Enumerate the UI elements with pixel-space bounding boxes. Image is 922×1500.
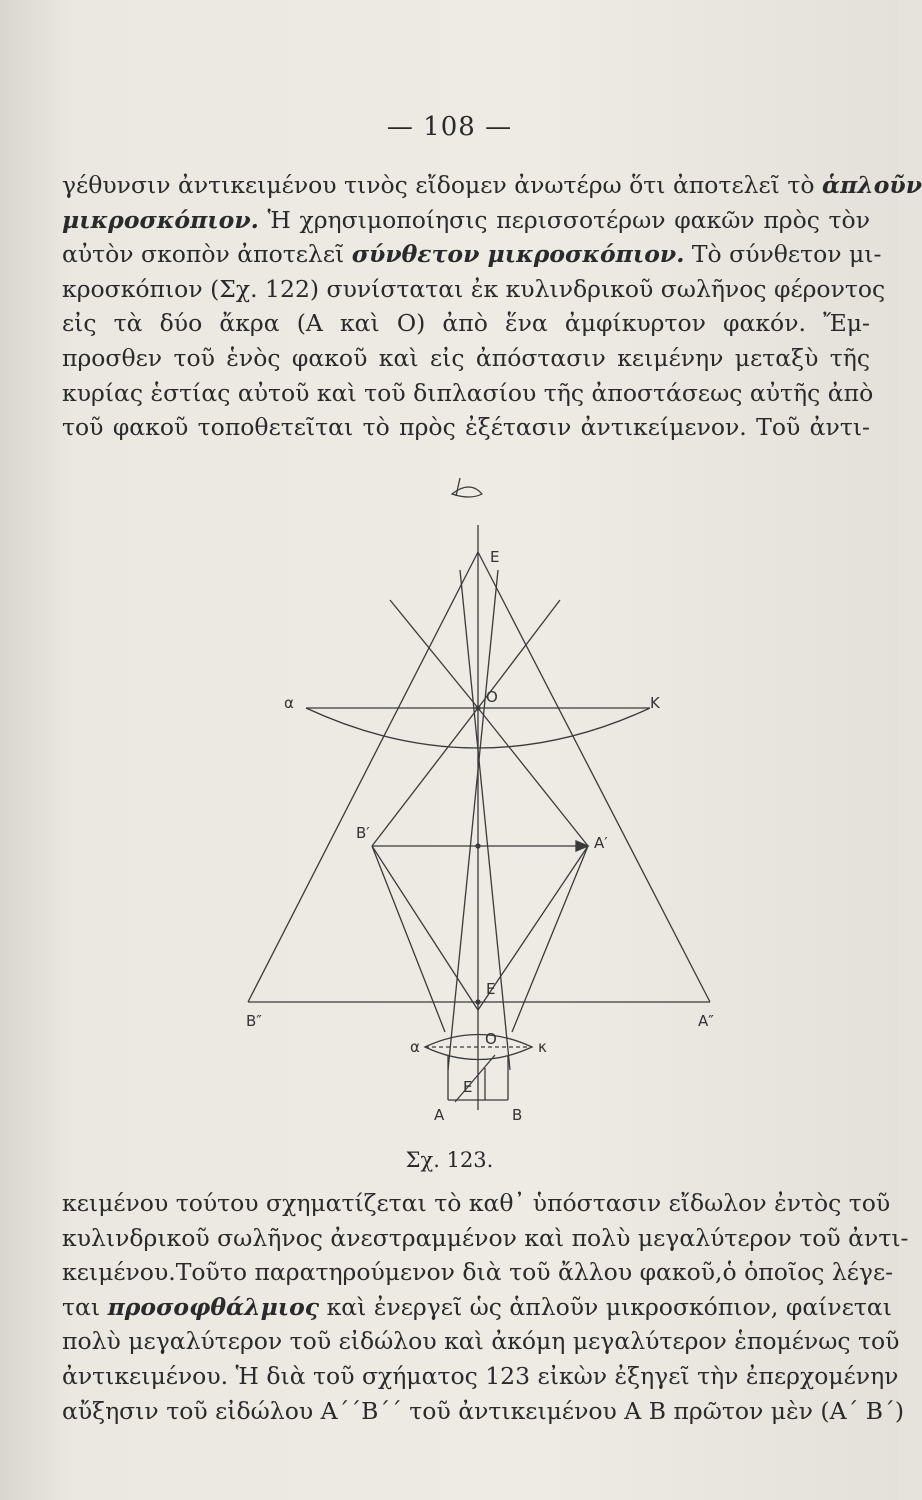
text-run: καὶ ἐνεργεῖ ὡς ἁπλοῦν μικροσκόπιον, φαίνεται [319, 1292, 892, 1321]
text-run: Ἡ χρησιμοποίησις περισσοτέρων φακῶν πρὸς τὸν [258, 205, 870, 234]
text-line [62, 1255, 894, 1290]
text-line [62, 1359, 899, 1394]
text-line [62, 203, 870, 238]
point-mid-image [475, 843, 480, 848]
text-line [62, 272, 886, 307]
text-run: εἰς τὰ δύο ἄκρα (Α καὶ Ο) ἀπὸ ἕνα ἀμφίκυρτον φακόν. Ἔμ- [62, 309, 870, 338]
label-K-top: K [650, 694, 660, 712]
point-O-top [475, 705, 480, 710]
label-B-prime: B′ [356, 824, 370, 842]
label-B-bottom: B [512, 1106, 523, 1124]
figure-caption: Σχ. 123. [405, 1148, 494, 1172]
text-run: τοῦ φακοῦ τοποθετεῖται τὸ πρὸς ἐξέτασιν ἀντικείμενον. Τοῦ ἀντι- [62, 413, 870, 442]
label-E-bottom: E [463, 1078, 473, 1096]
label-A-bottom: A [434, 1106, 445, 1124]
page-number: — 108 — [386, 112, 513, 142]
ray-line [460, 570, 510, 1070]
ray-line [248, 552, 478, 1002]
text-line [62, 1221, 909, 1256]
label-A-prime: A′ [594, 834, 608, 852]
figure-compound-microscope [220, 470, 740, 1150]
ray-line [512, 846, 588, 1032]
paragraph-top [62, 168, 922, 445]
text-run: κειμένου.Τοῦτο παρατηρούμενον διὰ τοῦ ἄλλου φακοῦ,ὁ ὁποῖος λέγε- [62, 1258, 894, 1287]
text-line [62, 306, 870, 341]
text-line [62, 341, 870, 376]
text-line [62, 237, 882, 272]
emphasized-term: μικροσκόπιον. [62, 205, 259, 234]
label-alpha-bottom: α [410, 1038, 420, 1056]
text-line [62, 1394, 904, 1429]
text-line [62, 376, 874, 411]
point-E-mid [475, 999, 480, 1004]
label-O-bottom: O [485, 1030, 497, 1048]
text-line [62, 1290, 892, 1325]
text-line [62, 1324, 900, 1359]
text-run: ται [62, 1292, 108, 1321]
label-kappa-bottom: κ [538, 1038, 547, 1056]
label-E-top: E [490, 548, 500, 566]
text-run: κυλινδρικοῦ σωλῆνος ἀνεστραμμένον καὶ πολὺ μεγαλύτερον τοῦ ἀντι- [62, 1223, 909, 1252]
eye-icon-stroke [456, 478, 460, 496]
text-run: αὐτὸν σκοπὸν ἀποτελεῖ [62, 240, 352, 269]
ray-line [372, 846, 445, 1032]
text-run: πολὺ μεγαλύτερον τοῦ εἰδώλου καὶ ἀκόμη μεγαλύτερον ἑπομένως τοῦ [62, 1327, 900, 1356]
text-line [62, 410, 870, 445]
label-E-mid: E [486, 980, 496, 998]
paragraph-bottom [62, 1186, 909, 1428]
text-run: γέθυνσιν ἀντικειμένου τινὸς εἴδομεν ἀνωτέρω ὅτι ἀποτελεῖ τὸ [62, 171, 822, 199]
text-run: κυρίας ἑστίας αὐτοῦ καὶ τοῦ διπλασίου τῆς ἀποστάσεως αὐτῆς ἀπὸ [62, 378, 874, 407]
ray-line [478, 552, 710, 1002]
emphasized-term: προσοφθάλμιος [107, 1292, 320, 1321]
label-O-top: O [486, 688, 498, 706]
ray-line [455, 1055, 495, 1102]
text-run: κειμένου τούτου σχηματίζεται τὸ καθ᾽ ὑπόστασιν εἴδωλον ἐντὸς τοῦ [62, 1189, 891, 1217]
text-line [62, 1186, 891, 1221]
text-run: Τὸ σύνθετον μι- [684, 240, 882, 269]
emphasized-term: σύνθετον μικροσκόπιον. [351, 240, 685, 269]
label-B-double-prime: B″ [246, 1012, 262, 1030]
ray-diagram [220, 470, 740, 1150]
text-run: κροσκόπιον (Σχ. 122) συνίσταται ἐκ κυλινδρικοῦ σωλῆνος φέροντος [62, 274, 886, 303]
text-run: αὔξησιν τοῦ εἰδώλου Α΄΄Β΄΄ τοῦ ἀντικειμένου Α Β πρῶτον μὲν (Α΄ Β΄) [62, 1396, 904, 1425]
text-run: προσθεν τοῦ ἑνὸς φακοῦ καὶ εἰς ἀπόστασιν κειμένην μεταξὺ τῆς [62, 343, 870, 372]
label-alpha-top: α [284, 694, 294, 712]
emphasized-term: ἁπλοῦν [822, 171, 922, 199]
label-A-double-prime: A″ [698, 1012, 714, 1030]
ray-line [478, 708, 588, 846]
text-run: ἀντικειμένου. Ἡ διὰ τοῦ σχήματος 123 εἰκὼν ἐξηγεῖ τὴν ἐπερχομένην [62, 1361, 899, 1390]
text-line [62, 168, 922, 203]
